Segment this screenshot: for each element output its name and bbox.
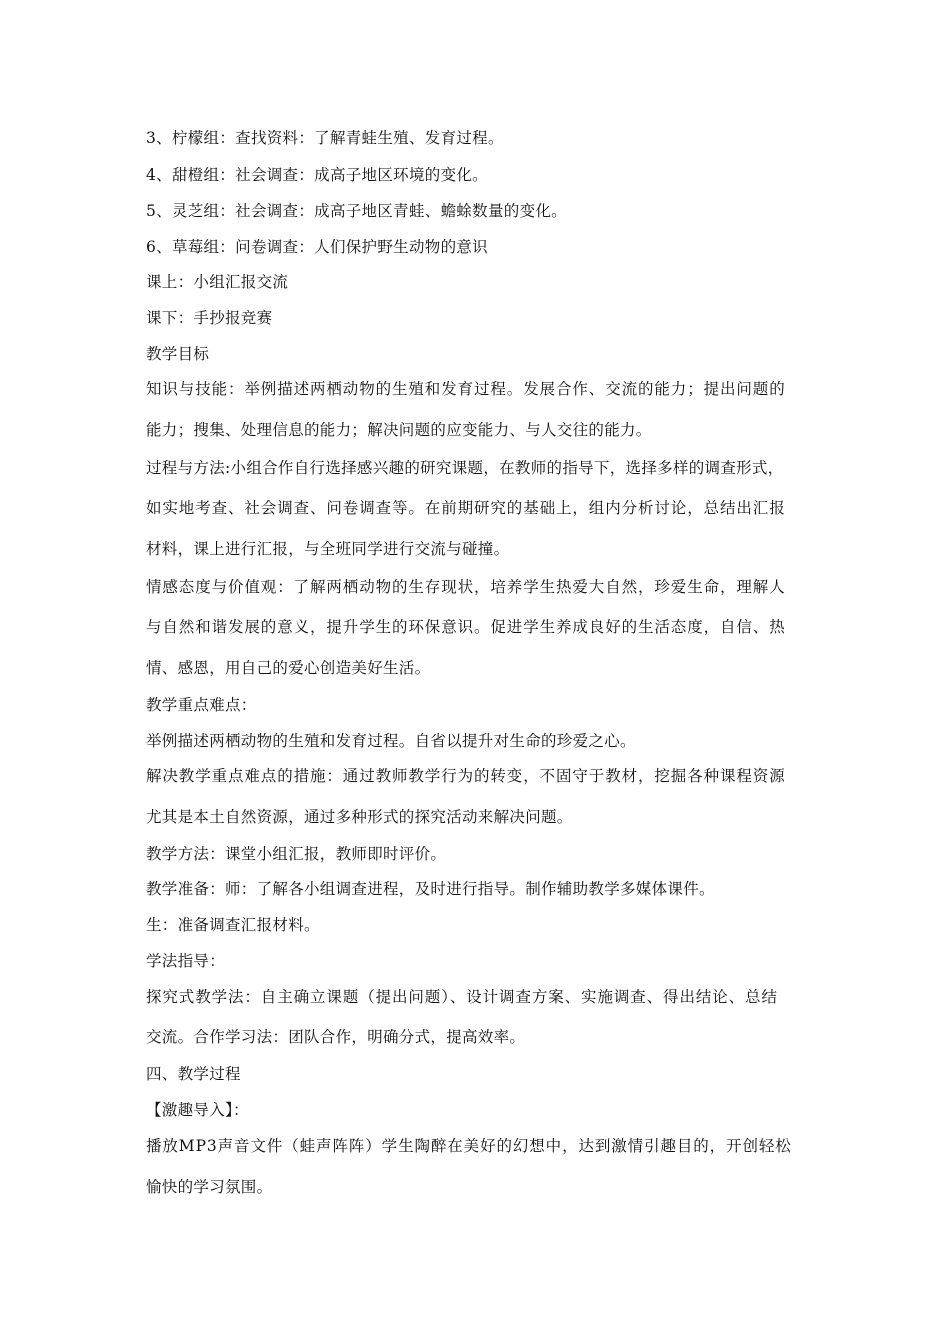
text-line: 生：准备调查汇报材料。 — [146, 916, 320, 934]
text-line: 交流。合作学习法：团队合作，明确分式，提高效率。 — [146, 1028, 526, 1046]
text-line: 与自然和谐发展的意义，提升学生的环保意识。促进学生养成良好的生活态度，自信、热 — [146, 618, 786, 636]
text-line: 解决教学重点难点的措施：通过教师教学行为的转变，不固守于教材，挖掘各种课程资源 — [146, 767, 786, 785]
text-line: 过程与方法:小组合作自行选择感兴趣的研究课题，在教师的指导下，选择多样的调查形式， — [146, 459, 784, 477]
section-heading: 四、教学过程 — [146, 1065, 241, 1083]
section-heading: 教学目标 — [146, 345, 210, 363]
text-line: 如实地考查、社会调查、问卷调查等。在前期研究的基础上，组内分析讨论，总结出汇报 — [146, 499, 786, 517]
text-line: 播放MP3声音文件（蛙声阵阵）学生陶醉在美好的幻想中，达到激情引趣目的，开创轻松 — [146, 1137, 792, 1155]
text-line: 情感态度与价值观：了解两栖动物的生存现状，培养学生热爱大自然，珍爱生命，理解人 — [146, 578, 786, 596]
text-line: 3、柠檬组：查找资料：了解青蛙生殖、发育过程。 — [146, 129, 504, 147]
text-line: 探究式教学法：自主确立课题（提出问题）、设计调查方案、实施调查、得出结论、总结 — [146, 988, 778, 1006]
section-heading: 学法指导： — [146, 952, 226, 970]
section-heading: 教学重点难点： — [146, 696, 257, 714]
text-line: 教学方法：课堂小组汇报，教师即时评价。 — [146, 845, 447, 863]
text-line: 课上：小组汇报交流 — [146, 273, 289, 291]
text-line: 尤其是本土自然资源，通过多种形式的探究活动来解决问题。 — [146, 808, 573, 826]
text-line: 5、灵芝组：社会调查：成高子地区青蛙、蟾蜍数量的变化。 — [146, 202, 567, 220]
text-line: 能力；搜集、处理信息的能力；解决问题的应变能力、与人交往的能力。 — [146, 421, 652, 439]
text-line: 举例描述两栖动物的生殖和发育过程。自省以提升对生命的珍爱之心。 — [146, 732, 636, 750]
text-line: 4、甜橙组：社会调查：成高子地区环境的变化。 — [146, 166, 488, 184]
text-line: 6、草莓组：问卷调查：人们保护野生动物的意识 — [146, 238, 488, 256]
text-line: 课下：手抄报竞赛 — [146, 309, 273, 327]
text-line: 情、感恩，用自己的爱心创造美好生活。 — [146, 659, 431, 677]
text-line: 教学准备：师：了解各小组调查进程，及时进行指导。制作辅助教学多媒体课件。 — [146, 880, 715, 898]
text-line: 材料，课上进行汇报，与全班同学进行交流与碰撞。 — [146, 540, 510, 558]
section-heading: 【激趣导入】： — [146, 1101, 249, 1119]
text-line: 愉快的学习氛围。 — [146, 1178, 273, 1196]
text-line: 知识与技能：举例描述两栖动物的生殖和发育过程。发展合作、交流的能力；提出问题的 — [146, 380, 786, 398]
